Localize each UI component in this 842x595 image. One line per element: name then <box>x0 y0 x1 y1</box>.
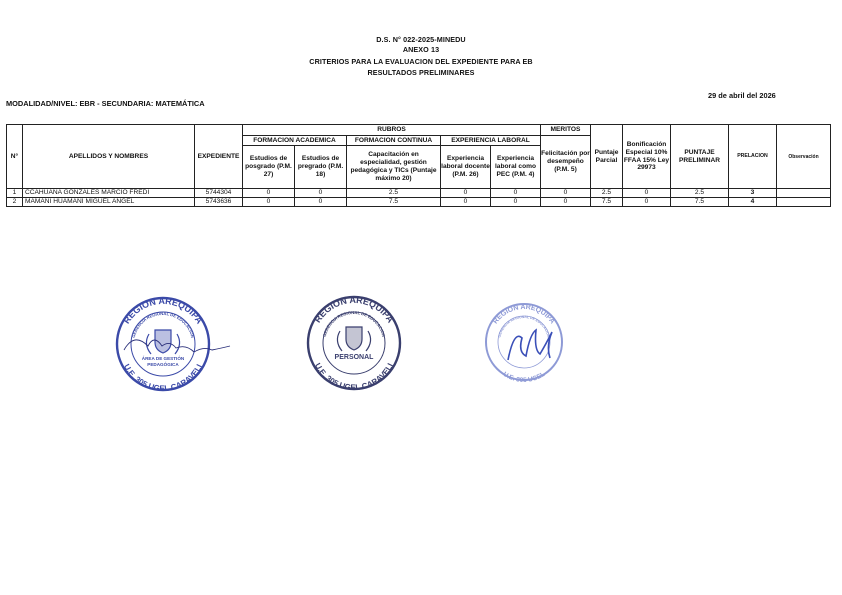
col-observacion: Observación <box>777 125 831 189</box>
seal-ugel <box>478 300 578 386</box>
seal-bottom-text: U.E. 305 UGEL CARAVELI <box>313 361 395 393</box>
col-bonificacion: Bonificación Especial 10% FFAA 15% Ley 29973 <box>623 125 671 189</box>
cell-nombre: MAMANI HUAMANI MIGUEL ANGEL <box>23 198 195 207</box>
seal-personal <box>304 293 404 393</box>
table-row <box>7 189 831 198</box>
cell-parcial: 2.5 <box>591 189 623 198</box>
cell-pregrado: 0 <box>295 198 347 207</box>
cell-posgrado: 0 <box>243 198 295 207</box>
decree-title: D.S. N° 022-2025-MINEDU <box>376 35 466 44</box>
coat-of-arms-icon <box>146 330 179 354</box>
cell-pregrado: 0 <box>295 189 347 198</box>
criteria-title: CRITERIOS PARA LA EVALUACION DEL EXPEDIENTE PARA EB <box>309 57 533 66</box>
col-felicitacion: Felicitación por desempeño (P.M. 5) <box>541 136 591 189</box>
experiencia-laboral-header: EXPERIENCIA LABORAL <box>441 136 541 146</box>
col-apellidos: APELLIDOS Y NOMBRES <box>23 125 195 189</box>
col-capacitacion: Capacitación en especialidad, gestión pedagógica y TICs (Puntaje máximo 20) <box>347 146 441 189</box>
seal-top-text: REGION AREQUIPA <box>312 294 396 325</box>
cell-expediente: 5744304 <box>195 189 243 198</box>
cell-capacitacion: 7.5 <box>347 198 441 207</box>
cell-bonificacion: 0 <box>623 198 671 207</box>
seal-center-text: PERSONAL <box>334 354 374 361</box>
cell-exp-docente: 0 <box>441 198 491 207</box>
cell-observacion <box>777 189 831 198</box>
results-table <box>6 124 831 207</box>
formacion-continua-header: FORMACION CONTINUA <box>347 136 441 146</box>
col-exp-pec: Experiencia laboral como PEC (P.M. 4) <box>491 146 541 189</box>
col-exp-docente: Experiencia laboral docente (P.M. 26) <box>441 146 491 189</box>
cell-capacitacion: 2.5 <box>347 189 441 198</box>
cell-observacion <box>777 198 831 207</box>
rubros-header: RUBROS <box>243 125 541 136</box>
cell-parcial: 7.5 <box>591 198 623 207</box>
col-n: N° <box>7 125 23 189</box>
annex-title: ANEXO 13 <box>402 45 440 54</box>
cell-posgrado: 0 <box>243 189 295 198</box>
cell-preliminar: 7.5 <box>671 198 729 207</box>
cell-nombre: CCAHUANA GONZALES MARCIO FREDI <box>23 189 195 198</box>
cell-preliminar: 2.5 <box>671 189 729 198</box>
cell-felicitacion: 0 <box>541 198 591 207</box>
cell-felicitacion: 0 <box>541 189 591 198</box>
seal-inner-text: GERENCIA REGIONAL DE EDUCACION <box>321 309 387 338</box>
modalidad-label: MODALIDAD/NIVEL: EBR - SECUNDARIA: MATEMÁTICA <box>6 99 205 108</box>
cell-n: 2 <box>7 198 23 207</box>
cell-exp-pec: 0 <box>491 198 541 207</box>
col-posgrado: Estudios de posgrado (P.M. 27) <box>243 146 295 189</box>
cell-exp-pec: 0 <box>491 189 541 198</box>
seal-top-text: REGION AREQUIPA <box>121 295 205 326</box>
table-row <box>7 198 831 207</box>
cell-bonificacion: 0 <box>623 189 671 198</box>
seal-center-text-2: PEDAGÓGICA <box>147 362 179 367</box>
cell-exp-docente: 0 <box>441 189 491 198</box>
seal-top-text: REGION AREQUIPA <box>492 303 556 326</box>
seal-pedagogica <box>106 294 236 394</box>
cell-prelacion: 4 <box>729 198 777 207</box>
col-expediente: EXPEDIENTE <box>195 125 243 189</box>
col-pregrado: Estudios de pregrado (P.M. 18) <box>295 146 347 189</box>
meritos-header: MERITOS <box>541 125 591 136</box>
seal-bottom-text: U.E. 305 UGEL <box>501 370 547 385</box>
col-puntaje-parcial: Puntaje Parcial <box>591 125 623 189</box>
formacion-academica-header: FORMACION ACADEMICA <box>243 136 347 146</box>
cell-prelacion: 3 <box>729 189 777 198</box>
cell-n: 1 <box>7 189 23 198</box>
seal-inner-text: GERENCIA REGIONAL DE EDUCACION <box>130 310 196 339</box>
cell-expediente: 5743636 <box>195 198 243 207</box>
coat-of-arms-icon <box>337 327 370 351</box>
signature-mark <box>508 330 552 360</box>
document-date: 29 de abril del 2026 <box>708 91 776 100</box>
seal-inner-text: GERENCIA REGIONAL DE EDUCACION <box>497 314 551 338</box>
seal-center-text: ÁREA DE GESTIÓN <box>141 356 185 361</box>
results-title: RESULTADOS PRELIMINARES <box>367 68 475 77</box>
col-prelacion: PRELACION <box>729 125 777 189</box>
seal-bottom-text: U.E. 305 UGEL CARAVELI <box>122 362 204 394</box>
col-puntaje-preliminar: PUNTAJE PRELIMINAR <box>671 125 729 189</box>
